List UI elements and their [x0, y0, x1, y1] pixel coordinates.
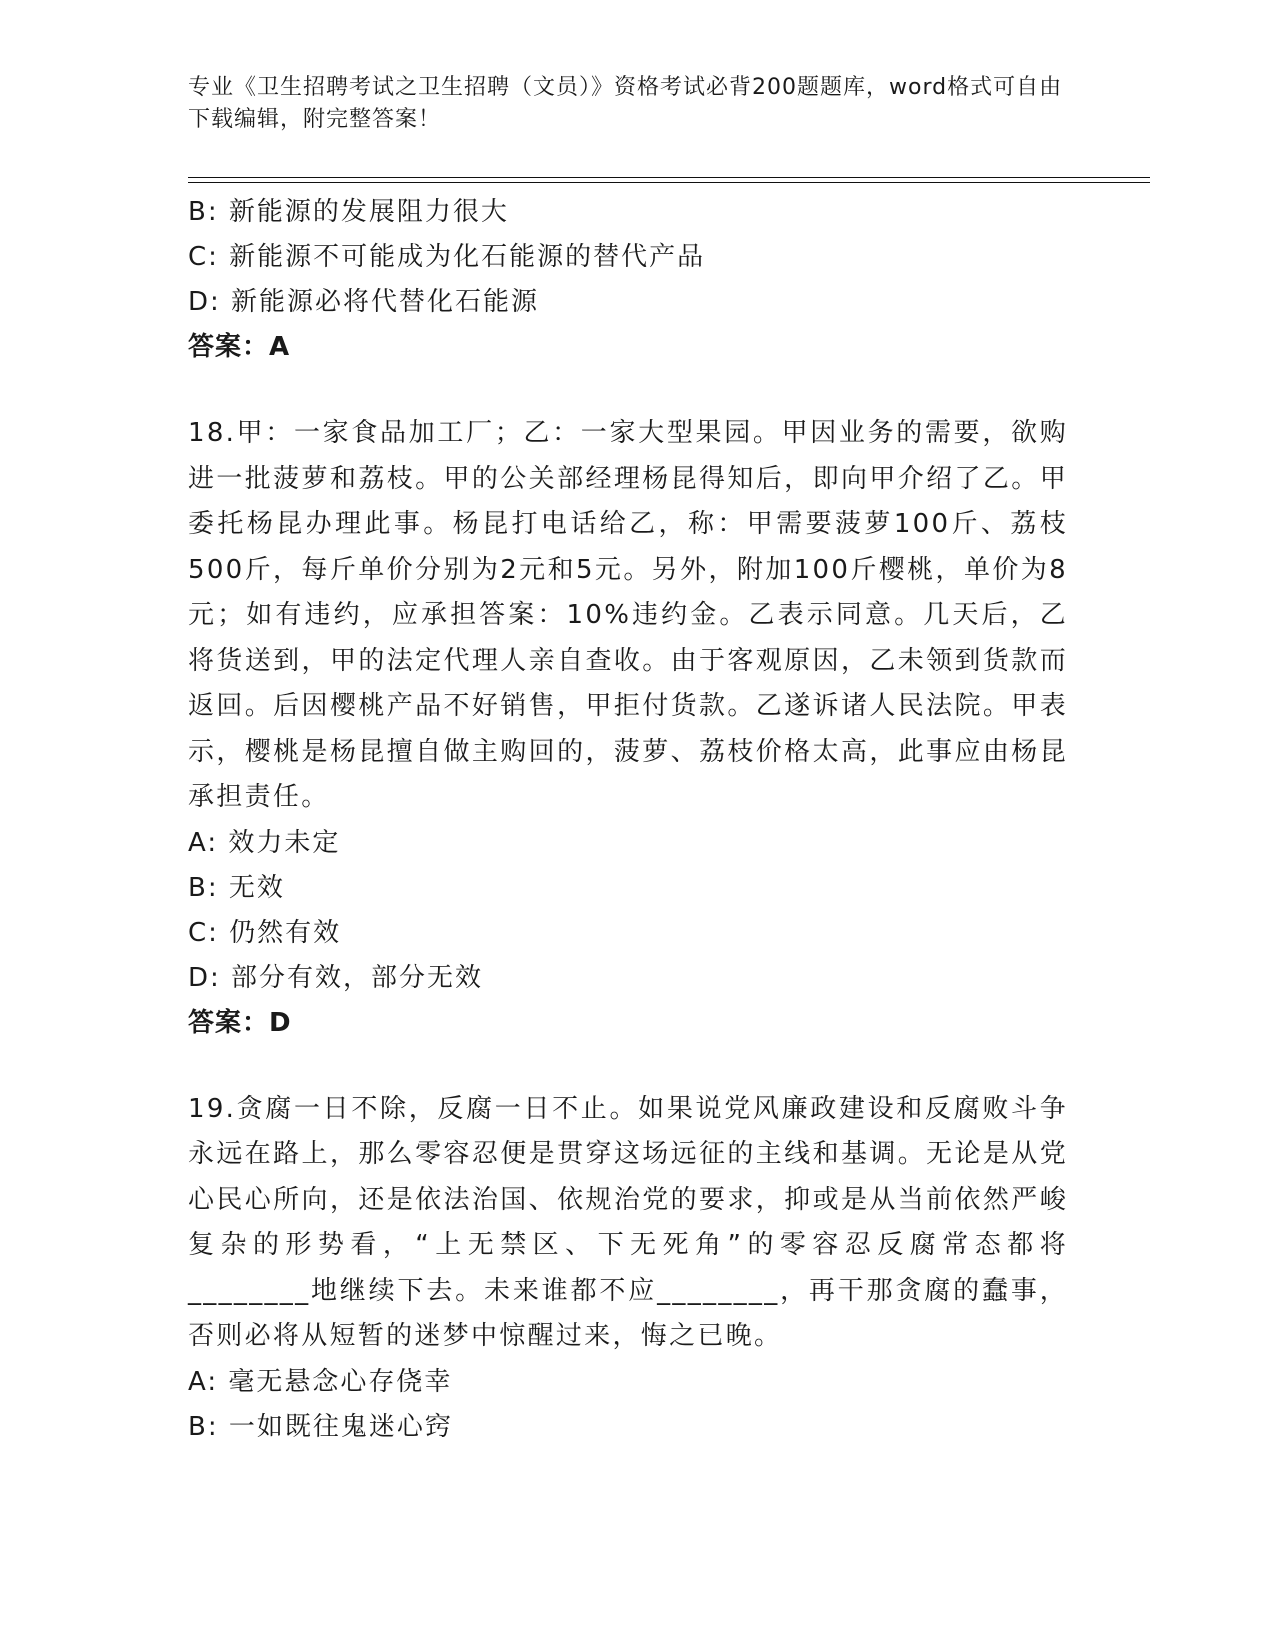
question-18	[188, 411, 1068, 1046]
spacer	[188, 370, 1068, 411]
question-text: 19.贪腐一日不除，反腐一日不止。如果说党风廉政建设和反腐败斗争永远在路上，那么零容忍便是贯穿这场远征的主线和基调。无论是从党心民心所向，还是依法治国、依规治党的要求，抑或是从当前依然严峻复杂的形势看，“上无禁区、下无死角”的零容忍反腐常态都将________地继续下去。未来谁都不应________，再干那贪腐的蠢事，否则必将从短暂的迷梦中惊醒过来，悔之已晚。	[188, 1093, 1068, 1351]
option-d: D: 部分有效，部分无效	[188, 962, 484, 993]
spacer	[188, 1046, 1068, 1087]
answer-label: 答案：D	[188, 1007, 292, 1038]
question-17-tail	[188, 190, 1068, 370]
answer-label: 答案：A	[188, 332, 291, 362]
question-list	[188, 190, 1068, 1450]
header-title: 专业《卫生招聘考试之卫生招聘（文员）》资格考试必背200题题库，word格式可自由下载编辑，附完整答案！	[188, 75, 1063, 132]
option-a: A: 毫无悬念心存侥幸	[188, 1366, 453, 1397]
option-a: A: 效力未定	[188, 827, 341, 858]
question-text: 18.甲：一家食品加工厂；乙：一家大型果园。甲因业务的需要，欲购进一批菠萝和荔枝。甲的公关部经理杨昆得知后，即向甲介绍了乙。甲委托杨昆办理此事。杨昆打电话给乙，称：甲需要菠萝100斤、荔枝500斤，每斤单价分别为2元和5元。另外，附加100斤樱桃，单价为8元；如有违约，应承担答案：10%违约金。乙表示同意。几天后，乙将货送到，甲的法定代理人亲自查收。由于客观原因，乙未领到货款而返回。后因樱桃产品不好销售，甲拒付货款。乙遂诉诸人民法院。甲表示，樱桃是杨昆擅自做主购回的，菠萝、荔枝价格太高，此事应由杨昆承担责任。	[188, 418, 1068, 812]
header-divider-bottom	[188, 182, 1150, 183]
option-b: B: 一如既往鬼迷心窍	[188, 1411, 453, 1442]
option-b: B: 新能源的发展阻力很大	[188, 197, 509, 227]
document-header	[188, 72, 1068, 136]
option-c: C: 仍然有效	[188, 917, 342, 948]
option-d: D: 新能源必将代替化石能源	[188, 287, 540, 317]
question-19	[188, 1087, 1068, 1450]
option-b: B: 无效	[188, 872, 285, 903]
option-c: C: 新能源不可能成为化石能源的替代产品	[188, 242, 706, 272]
header-divider-top	[188, 177, 1150, 178]
